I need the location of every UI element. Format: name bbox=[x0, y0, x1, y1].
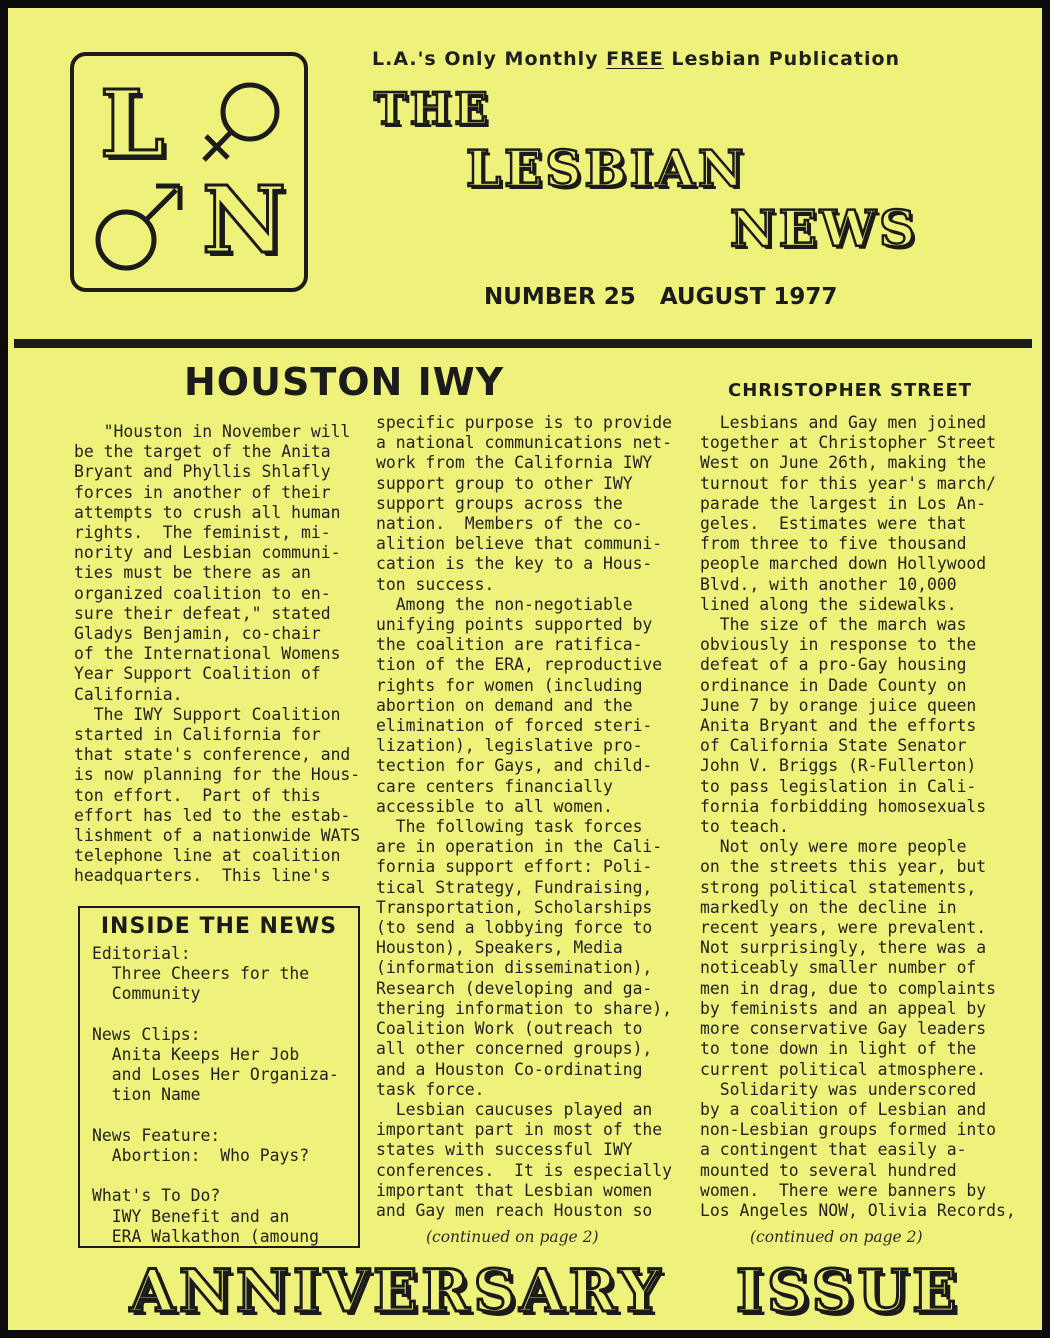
inside-the-news-title: INSIDE THE NEWS bbox=[100, 914, 338, 939]
issue-number: NUMBER 25 bbox=[484, 284, 636, 310]
continued-note-christopher: (continued on page 2) bbox=[750, 1228, 923, 1246]
logo-letter-l: L bbox=[100, 70, 165, 178]
continued-note-houston: (continued on page 2) bbox=[426, 1228, 599, 1246]
issue-date: AUGUST 1977 bbox=[659, 284, 838, 310]
logo-letter-n: N bbox=[202, 166, 287, 274]
headline-christopher-street: CHRISTOPHER STREET bbox=[728, 380, 973, 401]
tagline-suffix: Lesbian Publication bbox=[671, 48, 901, 70]
newsletter-page bbox=[8, 8, 1042, 1330]
male-symbol-icon bbox=[88, 174, 192, 278]
female-symbol-icon bbox=[192, 74, 292, 174]
anniversary-banner: ANNIVERSARY bbox=[130, 1257, 665, 1325]
tagline-prefix: L.A.'s Only Monthly bbox=[372, 48, 599, 70]
article-houston-col1: "Houston in November will be the target of the Anita Bryant and Phyllis Shlafly forces in another of their attempts to crush all human rights. The feminist, mi- nority and Lesbian communi- ties must be there as an organized coalition to en- sure their defeat," stated Gladys Benjamin, co-chair of the International Womens Year Support Coalition of California. The IWY Support Coalition started in California for that state's conference, and is now planning for the Hous- ton effort. Part of this effort has led to the estab- lishment of a nationwide WATS telephone line at coalition headquarters. This line's bbox=[74, 422, 361, 886]
ln-logo bbox=[70, 52, 308, 292]
masthead-rule bbox=[14, 339, 1032, 348]
article-houston-col2: specific purpose is to provide a national communications net- work from the California IWY support group to other IWY support groups across the nation. Members of the co- alition believe that communi- cation is the key to a Hous- ton success. Among the non-negotiable unifying points supported by the coalition are ratifica- tion of the ERA, reproductive rights for women (including abortion on demand and the elimination of forced steri- lization), legislative pro- tection for Gays, and child- care centers financially accessible to all women. The following task forces are in operation in the Cali- fornia support effort: Poli- tical Strategy, Fundraising, Transportation, Scholarships (to send a lobbying force to Houston), Speakers, Media (information dissemination), Research (developing and ga- thering information to share), Coalition Work (outreach to all other concerned groups), and a Houston Co-ordinating task force. Lesbian caucuses played an important part in most of the states with successful IWY conferences. It is especially important that Lesbian women and Gay men reach Houston so bbox=[376, 413, 673, 1220]
tagline bbox=[372, 48, 900, 70]
article-christopher-body: Lesbians and Gay men joined together at Christopher Street West on June 26th, making the turnout for this year's march/ parade the largest in Los An- geles. Estimates were that from three to five thousand people marched down Hollywood Blvd., with another 10,000 lined along the sidewalks. The size of the march was obviously in response to the defeat of a pro-Gay housing ordinance in Dade County on June 7 by orange juice queen Anita Bryant and the efforts of California State Senator John V. Briggs (R-Fullerton) to pass legislation in Cali- fornia forbidding homosexuals to teach. Not only were more people on the streets this year, but strong political statements, markedly on the decline in recent years, were prevalent. Not surprisingly, there was a noticeably smaller number of men in drag, due to complaints by feminists and an appeal by more conservative Gay leaders to tone down in light of the current political atmosphere. Solidarity was underscored by a coalition of Lesbian and non-Lesbian groups formed into a contingent that easily a- mounted to several hundred women. There were banners by Los Angeles NOW, Olivia Records, bbox=[700, 413, 1016, 1220]
inside-the-news-list: Editorial: Three Cheers for the Community News Clips: Anita Keeps Her Job and Loses Her Organiza- tion Name News Feature: Abortion: Who Pays? What's To Do? IWY Benefit and an ERA Walkathon (amoung bbox=[92, 944, 339, 1246]
issue-line bbox=[484, 284, 837, 310]
tagline-free: FREE bbox=[606, 48, 664, 70]
issue-banner: ISSUE bbox=[736, 1257, 961, 1325]
inside-the-news-box bbox=[78, 906, 360, 1248]
masthead-the: THE bbox=[374, 84, 491, 135]
headline-houston-iwy: HOUSTON IWY bbox=[184, 360, 505, 404]
masthead-lesbian: LESBIAN bbox=[466, 139, 747, 198]
masthead-news: NEWS bbox=[730, 199, 919, 258]
